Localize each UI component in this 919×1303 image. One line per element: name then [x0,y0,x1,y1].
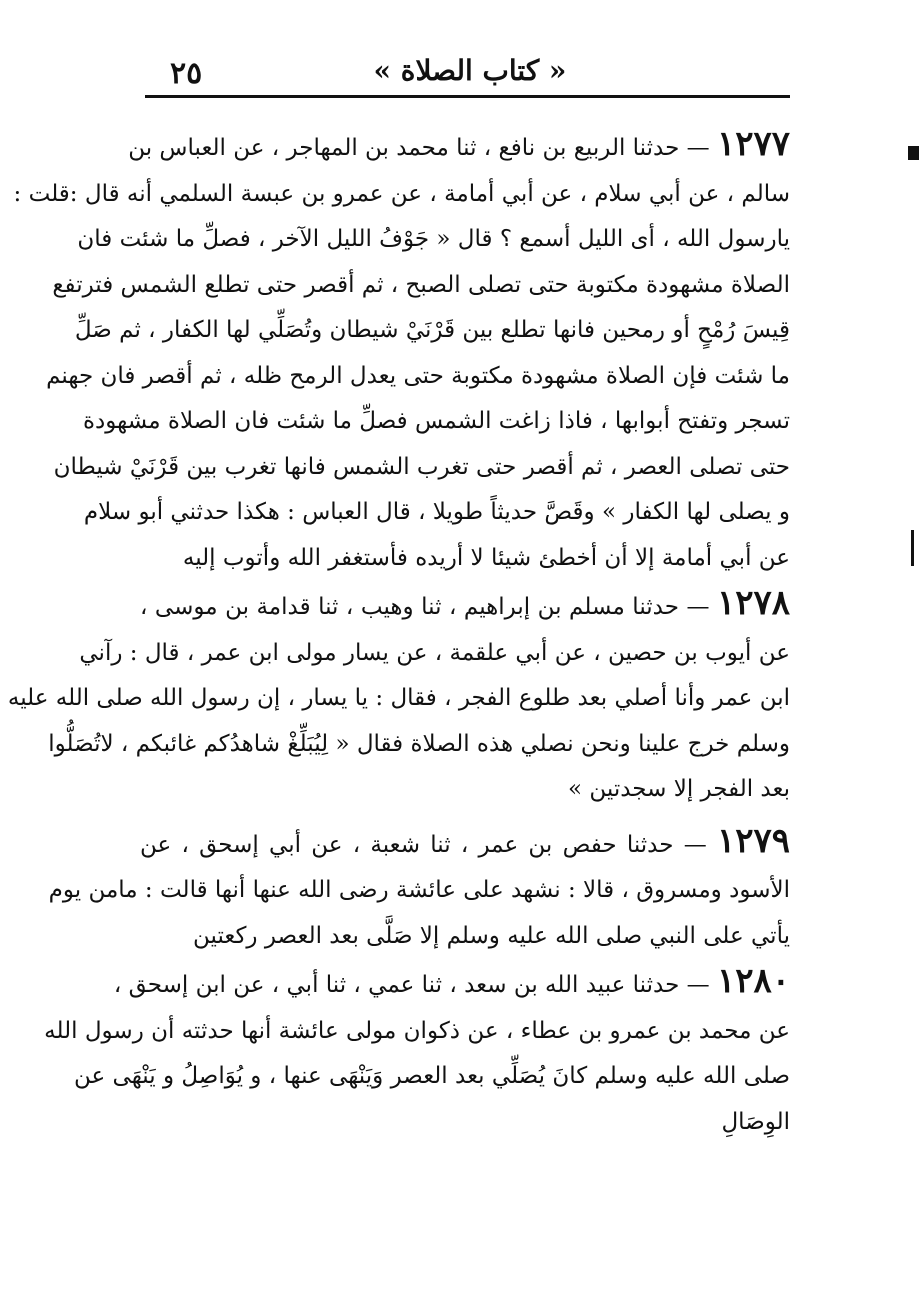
hadith-block [13,122,790,581]
text-line [113,959,790,1009]
hadith-number: ١٢٨٠ [716,961,790,1001]
hadith-number: ١٢٧٨ [716,583,790,623]
text-line: عن أبي أمامة إلا أن أخطئ شيئا لا أريده فأستغفر الله وأتوب إليه [182,544,790,571]
text-line [140,581,790,631]
text-line: الصلاة مشهودة مكتوبة حتى تصلى الصبح ، ثم أقصر حتى تطلع الشمس فترتفع [52,271,790,298]
page-header [140,48,790,98]
text-line: سالم ، عن أبي سلام ، عن أبي أمامة ، عن عمرو بن عبسة السلمي أنه قال :قلت : [13,180,790,207]
text-line: حتى تصلى العصر ، ثم أقصر حتى تغرب الشمس فانها تغرب بين قَرْنَيْ شيطان [53,453,790,480]
text-line: عن محمد بن عمرو بن عطاء ، عن ذكوان مولى عائشة أنها حدثته أن رسول الله [44,1017,790,1044]
header-rule [145,95,790,98]
text-line: الوِصَالِ [721,1108,790,1135]
page-number: ٢٥ [170,56,203,91]
text-body [7,122,790,1145]
margin-mark-right [911,530,914,566]
text-line: و يصلى لها الكفار » وقَصَّ حديثاً طويلا ، قال العباس : هكذا حدثني أبو سلام [83,499,790,525]
hadith-number: ١٢٧٩ [716,820,790,861]
hadith-block [7,581,790,813]
text-line: يأتي على النبي صلى الله عليه وسلم إلا صَلَّى بعد العصر ركعتين [193,922,790,949]
text-line: يارسول الله ، أى الليل أسمع ؟ قال « جَوْفُ الليل الآخر ، فصلِّ ما شئت فان [77,226,790,252]
text-line: ما شئت فإن الصلاة مشهودة مكتوبة حتى يعدل الرمح ظله ، ثم أقصر فان جهنم [46,362,790,389]
hadith-block [48,819,790,960]
margin-mark-left [908,146,919,160]
text-line: تسجر وتفتح أبوابها ، فاذا زاغت الشمس فصلِّ ما شئت فان الصلاة مشهودة [82,408,790,434]
text-line [128,122,790,172]
text-line: الأسود ومسروق ، قالا : نشهد على عائشة رضى الله عنها أنها قالت : مامن يوم [48,877,790,903]
text-line: قِيسَ رُمْحٍ أو رمحين فانها تطلع بين قَرْنَيْ شيطان وتُصَلِّي لها الكفار ، ثم صَلِّ [74,317,790,343]
line-text: — حدثنا الربيع بن نافع ، ثنا محمد بن المهاجر ، عن العباس بن [128,135,710,161]
hadith-number: ١٢٧٧ [716,124,790,164]
text-line: عن أيوب بن حصين ، عن أبي علقمة ، عن يسار مولى ابن عمر ، قال : رآني [79,639,790,666]
line-text: — حدثنا حفص بن عمر ، ثنا شعبة ، عن أبي إسحق ، عن [140,831,707,858]
line-text: — حدثنا عبيد الله بن سعد ، ثنا عمي ، ثنا أبي ، عن ابن إسحق ، [113,972,710,998]
text-line: بعد الفجر إلا سجدتين » [567,776,790,802]
hadith-block [44,959,790,1145]
line-text: — حدثنا مسلم بن إبراهيم ، ثنا وهيب ، ثنا قدامة بن موسى ، [140,594,710,620]
text-line: صلى الله عليه وسلم كانَ يُصَلِّي بعد العصر وَيَنْهَى عنها ، و يُوَاصِلُ و يَنْهَى عن [73,1063,790,1089]
running-title: « كتاب الصلاة » [373,54,567,87]
text-line: ابن عمر وأنا أصلي بعد طلوع الفجر ، فقال : يا يسار ، إن رسول الله صلى الله عليه [7,685,790,711]
text-line: وسلم خرج علينا ونحن نصلي هذه الصلاة فقال « لِيُبَلِّغْ شاهدُكم غائبكم ، لاتُصَلُّوا [48,730,790,757]
text-line [140,819,790,869]
